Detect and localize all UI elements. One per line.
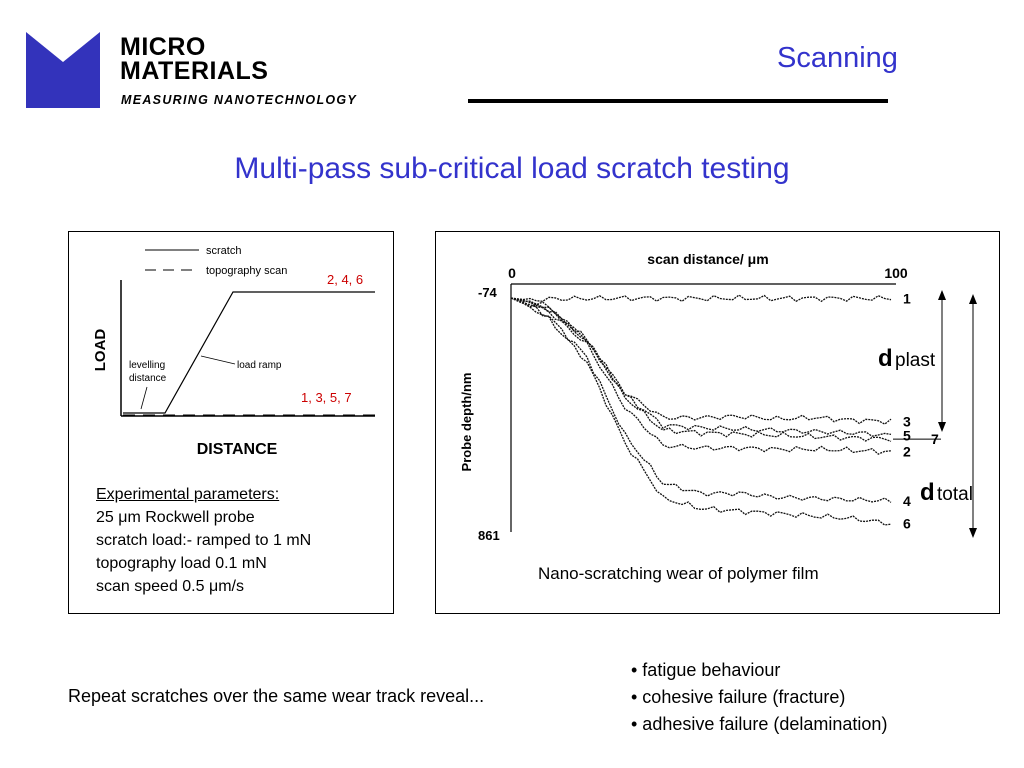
d-plast-arrow-head-top	[938, 290, 946, 300]
experimental-parameters	[96, 483, 311, 598]
d-total-arrow-head-top	[969, 294, 977, 304]
depth-profile-chart	[436, 232, 999, 613]
series-label-4: 4	[903, 492, 911, 509]
x-axis-label: scan distance/ μm	[647, 251, 769, 267]
pass-label-topography: 1, 3, 5, 7	[301, 390, 352, 405]
y-bottom-label: 861	[478, 528, 500, 543]
annotation-levelling-pointer	[141, 387, 147, 409]
d-plast-symbol: d	[878, 345, 893, 372]
d-total-symbol: d	[920, 479, 935, 506]
company-logo-mark	[26, 32, 100, 108]
series-label-5: 5	[903, 427, 911, 444]
annotation-levelling: levelling	[129, 360, 166, 371]
repeat-scratches-text: Repeat scratches over the same wear track reveal...	[68, 686, 485, 706]
series-label-7: 7	[931, 431, 939, 448]
series-line-4	[511, 298, 891, 502]
series-line-6	[511, 298, 891, 525]
bullet-item: • cohesive failure (fracture)	[631, 687, 846, 707]
series-layer	[511, 290, 941, 531]
series-line-7	[511, 298, 891, 441]
failure-modes-list	[631, 657, 887, 738]
brand-tagline: MEASURING NANOTECHNOLOGY	[121, 93, 358, 107]
series-label-1: 1	[903, 290, 911, 307]
pass-label-scratch: 2, 4, 6	[327, 272, 364, 287]
annotation-distance: distance	[129, 373, 167, 384]
y-axis-label: LOAD	[92, 328, 109, 372]
figure-caption: Nano-scratching wear of polymer film	[538, 564, 819, 583]
series-label-2: 2	[903, 443, 911, 460]
param-line: scan speed 0.5 μm/s	[96, 578, 244, 595]
x-max-label: 100	[884, 265, 908, 281]
series-line-2	[511, 298, 891, 454]
param-line: topography load 0.1 mN	[96, 555, 267, 572]
bullet-item: • fatigue behaviour	[631, 660, 781, 680]
param-line: scratch load:- ramped to 1 mN	[96, 532, 312, 549]
bullet-item: • adhesive failure (delamination)	[631, 714, 888, 734]
legend-topography-label: topography scan	[206, 265, 288, 277]
legend-scratch-label: scratch	[206, 245, 242, 257]
brand-name-line2: MATERIALS	[120, 57, 269, 85]
d-total-arrow-head-bottom	[969, 528, 977, 538]
x-axis-label: DISTANCE	[196, 441, 278, 458]
d-total-subscript: total	[937, 484, 973, 505]
brand-name-line1: MICRO	[120, 33, 206, 61]
series-line-1	[511, 295, 891, 301]
annotation-load-ramp: load ramp	[237, 360, 282, 371]
d-plast-arrow-head-bottom	[938, 422, 946, 432]
d-plast-subscript: plast	[895, 350, 936, 371]
series-line-3	[511, 298, 891, 424]
series-label-6: 6	[903, 515, 911, 532]
section-title: Scanning	[777, 42, 898, 74]
series-line-5	[511, 298, 891, 436]
y-top-label: -74	[478, 285, 497, 300]
params-heading: Experimental parameters:	[96, 486, 280, 503]
param-line: 25 μm Rockwell probe	[96, 509, 255, 526]
header-rule	[468, 99, 888, 103]
annotation-ramp-pointer	[201, 356, 235, 364]
series-label-3: 3	[903, 413, 911, 430]
depth-profile-panel	[435, 231, 1000, 614]
slide-title: Multi-pass sub-critical load scratch testing	[234, 152, 790, 185]
y-axis-label: Probe depth/nm	[459, 372, 474, 472]
x-min-label: 0	[508, 265, 516, 281]
